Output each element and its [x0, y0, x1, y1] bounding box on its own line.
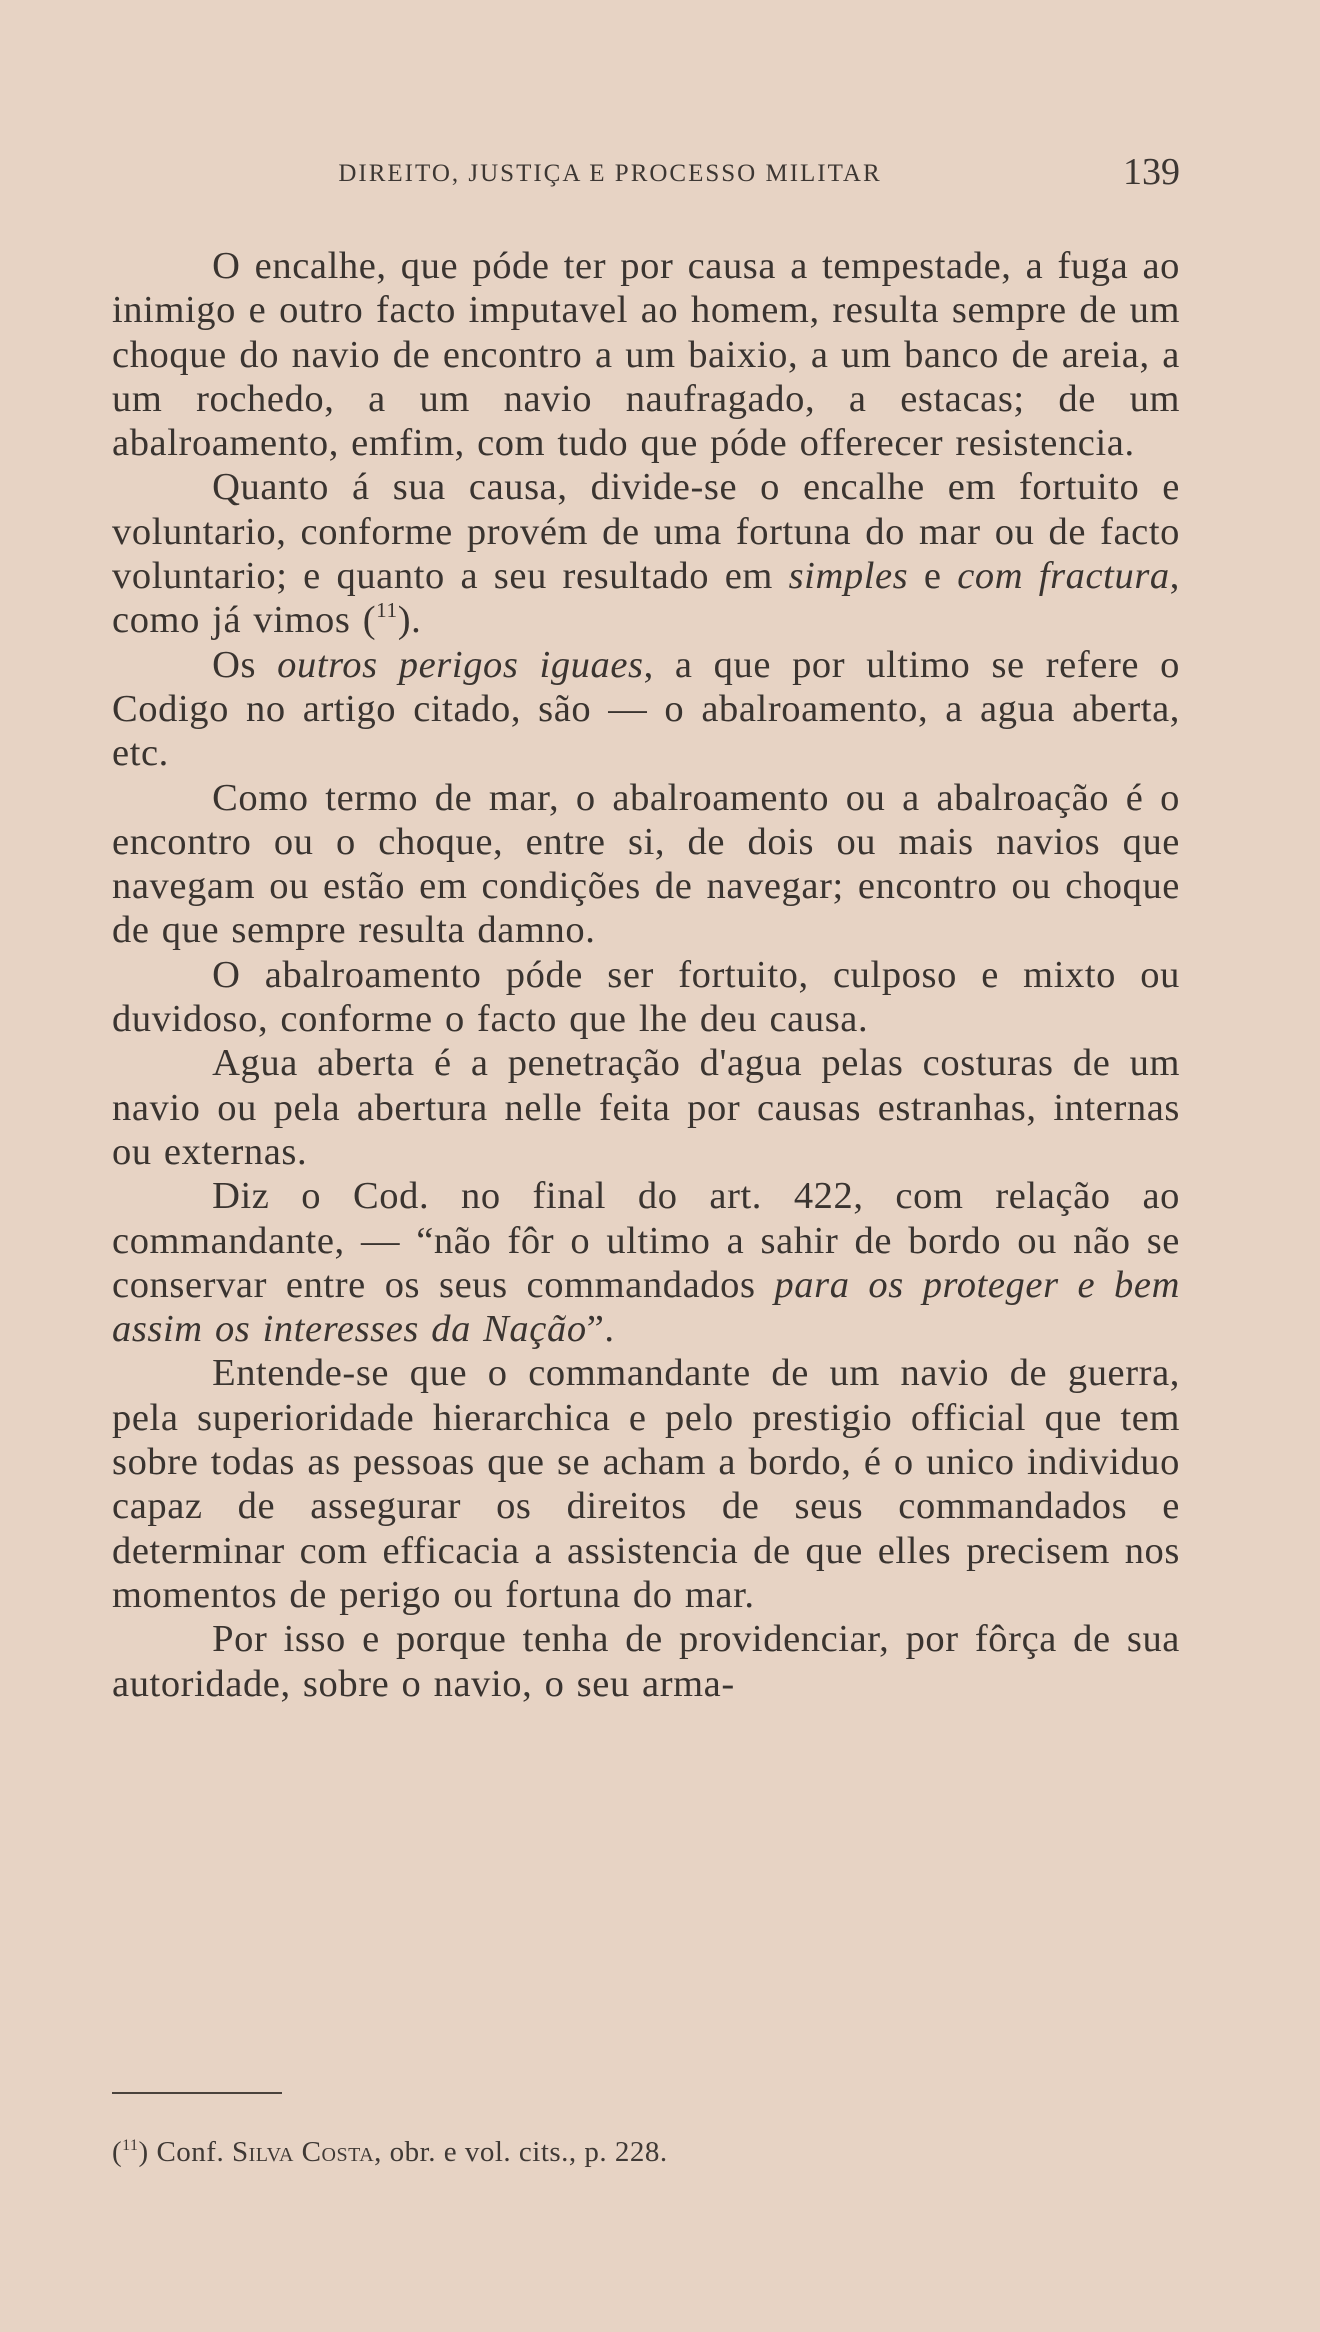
paragraph: [112, 643, 1180, 776]
text-run: Os: [212, 643, 278, 686]
paragraph: [112, 1174, 1180, 1351]
paragraph: [112, 1041, 1180, 1174]
text-run: , como já vimos (: [112, 555, 1180, 642]
text-run: Quanto á sua causa, divide-se o encalhe em fortuito e voluntario, conforme provém de uma fortuna do mar ou de facto voluntario; e quanto a seu resultado em: [112, 466, 1180, 598]
footnote-reference: 11: [376, 598, 398, 623]
paragraph: [112, 244, 1180, 465]
body-text: [112, 244, 1180, 1706]
text-run: ”.: [586, 1308, 615, 1351]
footnote: ($^{11}$) Conf. Silva Costa, obr. e vol. cits., p. 228.: [112, 2136, 668, 2168]
text-run: Diz o Cod. no final do art. 422, com relação ao commandante, — “não fôr o ultimo a sahir de bordo ou não se conservar entre os seus commandados: [112, 1175, 1180, 1306]
text-run: O encalhe, que póde ter por causa a tempestade, a fuga ao inimigo e outro facto imputavel ao homem, resulta sempre de um choque do navio de encontro a um baixio, a um banco de areia, a um rochedo, a um navio naufragado, a estacas; de um abalroamento, emfim, com tudo que póde offerecer resistencia.: [112, 245, 1180, 465]
footnote-suffix: , obr. e vol. cits., p. 228.: [374, 2136, 668, 2168]
text-run: Como termo de mar, o abalroamento ou a abalroação é o encontro ou o choque, entre si, de dois ou mais navios que navegam ou estão em condições de navegar; encontro ou choque de que sempre resulta damno.: [112, 776, 1180, 952]
text-run: Por isso e porque tenha de providenciar, por fôrça de sua autoridade, sobre o navio, o seu arma-: [112, 1618, 1180, 1705]
italic-text: com fractura: [957, 555, 1170, 598]
italic-text: para os proteger e bem assim os interesses da Nação: [112, 1263, 1180, 1351]
text-run: e: [908, 555, 958, 598]
text-run: , a que por ultimo se refere o Codigo no artigo citado, são — o abalroamento, a agua aberta, etc.: [112, 643, 1180, 775]
page-header: [150, 148, 1180, 198]
paragraph: [112, 776, 1180, 953]
paragraph: [112, 953, 1180, 1042]
italic-text: simples: [788, 555, 909, 598]
text-run: ).: [397, 599, 422, 642]
footnote-author: Silva Costa: [231, 2136, 375, 2168]
page-number: 139: [1123, 151, 1180, 193]
text-run: Agua aberta é a penetração d'agua pelas costuras de um navio ou pela abertura nelle feita por causas estranhas, internas ou externas.: [112, 1042, 1180, 1173]
footnote-prefix: Conf.: [148, 2136, 232, 2168]
italic-text: outros perigos iguaes: [277, 643, 644, 686]
running-head: DIREITO, JUSTIÇA E PROCESSO MILITAR: [338, 160, 882, 187]
text-run: Entende-se que o commandante de um navio de guerra, pela superioridade hierarchica e pelo prestigio official que tem sobre todas as pessoas que se acham a bordo, é o unico individuo capaz de assegurar os direitos de seus commandados e determinar com efficacia a assistencia de que elles precisem nos momentos de perigo ou fortuna do mar.: [112, 1352, 1180, 1616]
paragraph: [112, 1617, 1180, 1706]
paragraph: [112, 1351, 1180, 1617]
footnote-marker: 11: [122, 2136, 139, 2154]
footnote-rule: [112, 2092, 282, 2094]
text-run: O abalroamento póde ser fortuito, culposo e mixto ou duvidoso, conforme o facto que lhe deu causa.: [112, 953, 1180, 1041]
paragraph: [112, 465, 1180, 642]
